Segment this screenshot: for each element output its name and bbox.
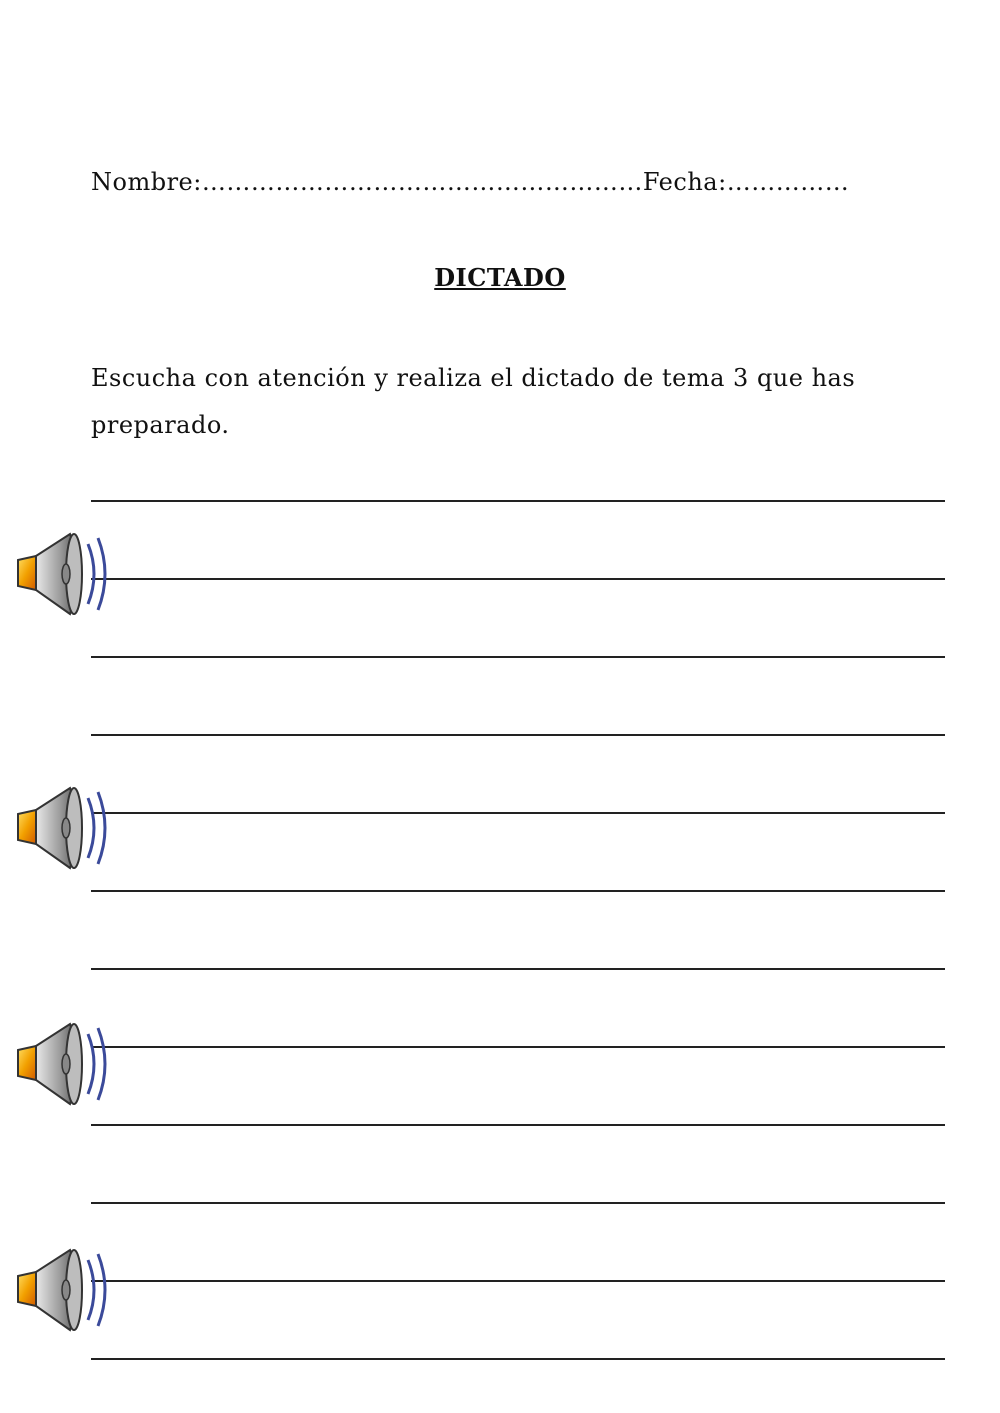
writing-line[interactable] <box>91 1202 945 1204</box>
writing-line[interactable] <box>91 656 945 658</box>
audio-play-button[interactable] <box>14 530 114 620</box>
date-field[interactable]: …………… <box>726 168 850 196</box>
speaker-icon <box>14 1246 114 1336</box>
speaker-icon <box>14 784 114 874</box>
speaker-icon <box>14 530 114 620</box>
writing-line[interactable] <box>91 1046 945 1048</box>
writing-line[interactable] <box>91 812 945 814</box>
writing-line[interactable] <box>91 500 945 502</box>
writing-line[interactable] <box>91 578 945 580</box>
date-label: Fecha: <box>642 168 727 196</box>
writing-line[interactable] <box>91 968 945 970</box>
speaker-icon <box>14 1020 114 1110</box>
audio-play-button[interactable] <box>14 1246 114 1336</box>
writing-line[interactable] <box>91 1358 945 1360</box>
name-field[interactable]: ……………………………………………… <box>201 168 643 196</box>
name-date-line <box>91 168 849 196</box>
instructions-text: Escucha con atención y realiza el dictado de tema 3 que has preparado. <box>91 364 856 439</box>
writing-line[interactable] <box>91 734 945 736</box>
name-label: Nombre: <box>91 168 202 196</box>
audio-play-button[interactable] <box>14 784 114 874</box>
page-title: DICTADO <box>434 263 566 292</box>
writing-line[interactable] <box>91 890 945 892</box>
audio-play-button[interactable] <box>14 1020 114 1110</box>
writing-line[interactable] <box>91 1280 945 1282</box>
writing-line[interactable] <box>91 1124 945 1126</box>
